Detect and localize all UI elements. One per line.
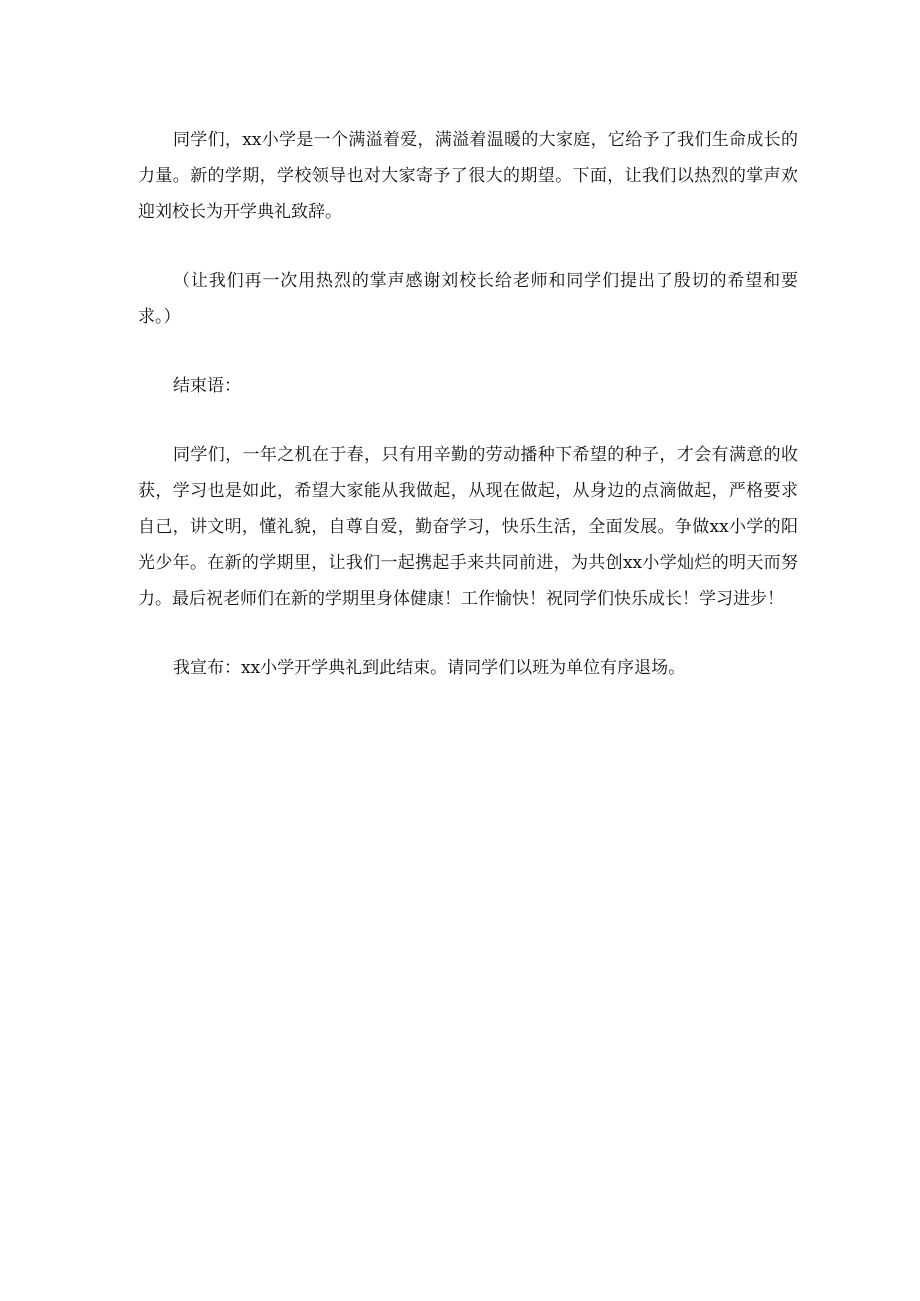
paragraph-thanks: （让我们再一次用热烈的掌声感谢刘校长给老师和同学们提出了殷切的希望和要求。） — [138, 271, 798, 327]
paragraph-opening: 同学们，xx小学是一个满溢着爱，满溢着温暖的大家庭，它给予了我们生命成长的力量。新的学期，学校领导也对大家寄予了很大的期望。下面，让我们以热烈的掌声欢迎刘校长为开学典礼致辞。 — [138, 130, 798, 222]
paragraph-closing-remarks: 同学们，一年之机在于春，只有用辛勤的劳动播种下希望的种子，才会有满意的收获，学习也是如此，希望大家能从我做起，从现在做起，从身边的点滴做起，严格要求自己，讲文明，懂礼貌，自尊自爱，勤奋学习，快乐生活，全面发展。争做xx小学的阳光少年。在新的学期里，让我们一起携起手来共同前进，为共创xx小学灿烂的明天而努力。最后祝老师们在新的学期里身体健康！工作愉快！祝同学们快乐成长！学习进步！ — [138, 445, 798, 609]
document-body — [138, 122, 798, 686]
paragraph-announcement: 我宣布：xx小学开学典礼到此结束。请同学们以班为单位有序退场。 — [173, 658, 686, 678]
paragraph-closing-heading: 结束语： — [173, 376, 241, 396]
